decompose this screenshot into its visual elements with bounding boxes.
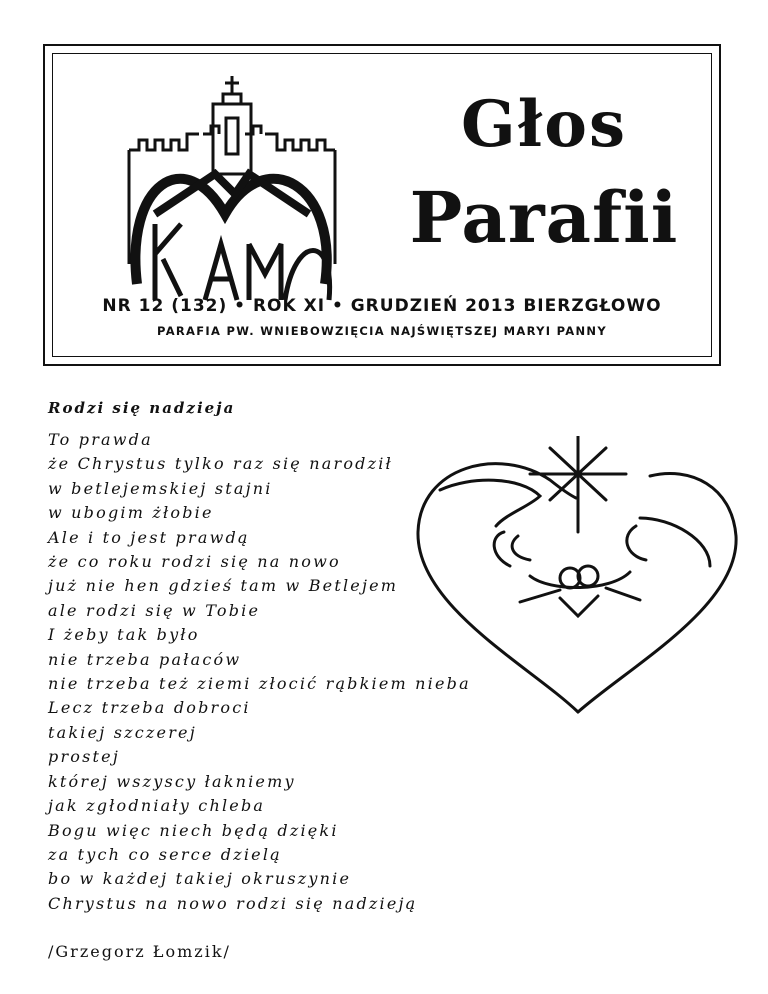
poem-line: Lecz trzeba dobroci [48,698,251,718]
masthead-inner-border [52,53,712,357]
poem-line: że Chrystus tylko raz się narodził [48,454,393,474]
poem-line: w ubogim żłobie [48,503,214,523]
poem-author: /Grzegorz Łomzik/ [48,942,231,961]
poem-line: takiej szczerej [48,722,197,742]
poem-line: bo w każdej takiej okruszynie [48,869,352,889]
poem-line: nie trzeba też ziemi złocić rąbkiem nieba [48,674,471,694]
poem-line: w betlejemskiej stajni [48,478,273,498]
poem-line: Bogu więc niech będą dzięki [48,820,339,840]
poem-line: której wszyscy łakniemy [48,771,296,791]
poem-body [48,428,471,916]
poem-line: prostej [48,747,120,767]
issue-info: NR 12 (132) • ROK XI • GRUDZIEŃ 2013 BIERZGŁOWO [102,296,662,316]
poem-line: już nie hen gdzieś tam w Betlejem [48,576,399,596]
poem-line: ale rodzi się w Tobie [48,600,261,620]
poem-line: że co roku rodzi się na nowo [48,552,341,572]
masthead [43,44,721,366]
poem-line: Ale i to jest prawdą [48,527,250,547]
poem-line: za tych co serce dzielą [48,844,282,864]
newsletter-title [409,84,679,270]
nativity-heart-icon [410,436,742,716]
poem-title: Rodzi się nadzieja [48,399,236,417]
poem-line: Chrystus na nowo rodzi się nadzieją [48,893,418,913]
poem-line: To prawda [48,430,153,449]
poem-line: nie trzeba pałaców [48,649,242,669]
title-line-2: Parafii [409,176,679,259]
poem-line: I żeby tak było [48,625,200,645]
poem-line: jak zgłodniały chleba [48,796,266,816]
church-monogram-logo-icon [125,74,339,306]
title-line-1: Głos [461,87,627,162]
parish-name: PARAFIA PW. WNIEBOWZIĘCIA NAJŚWIĘTSZEJ MARYI PANNY [157,324,607,338]
